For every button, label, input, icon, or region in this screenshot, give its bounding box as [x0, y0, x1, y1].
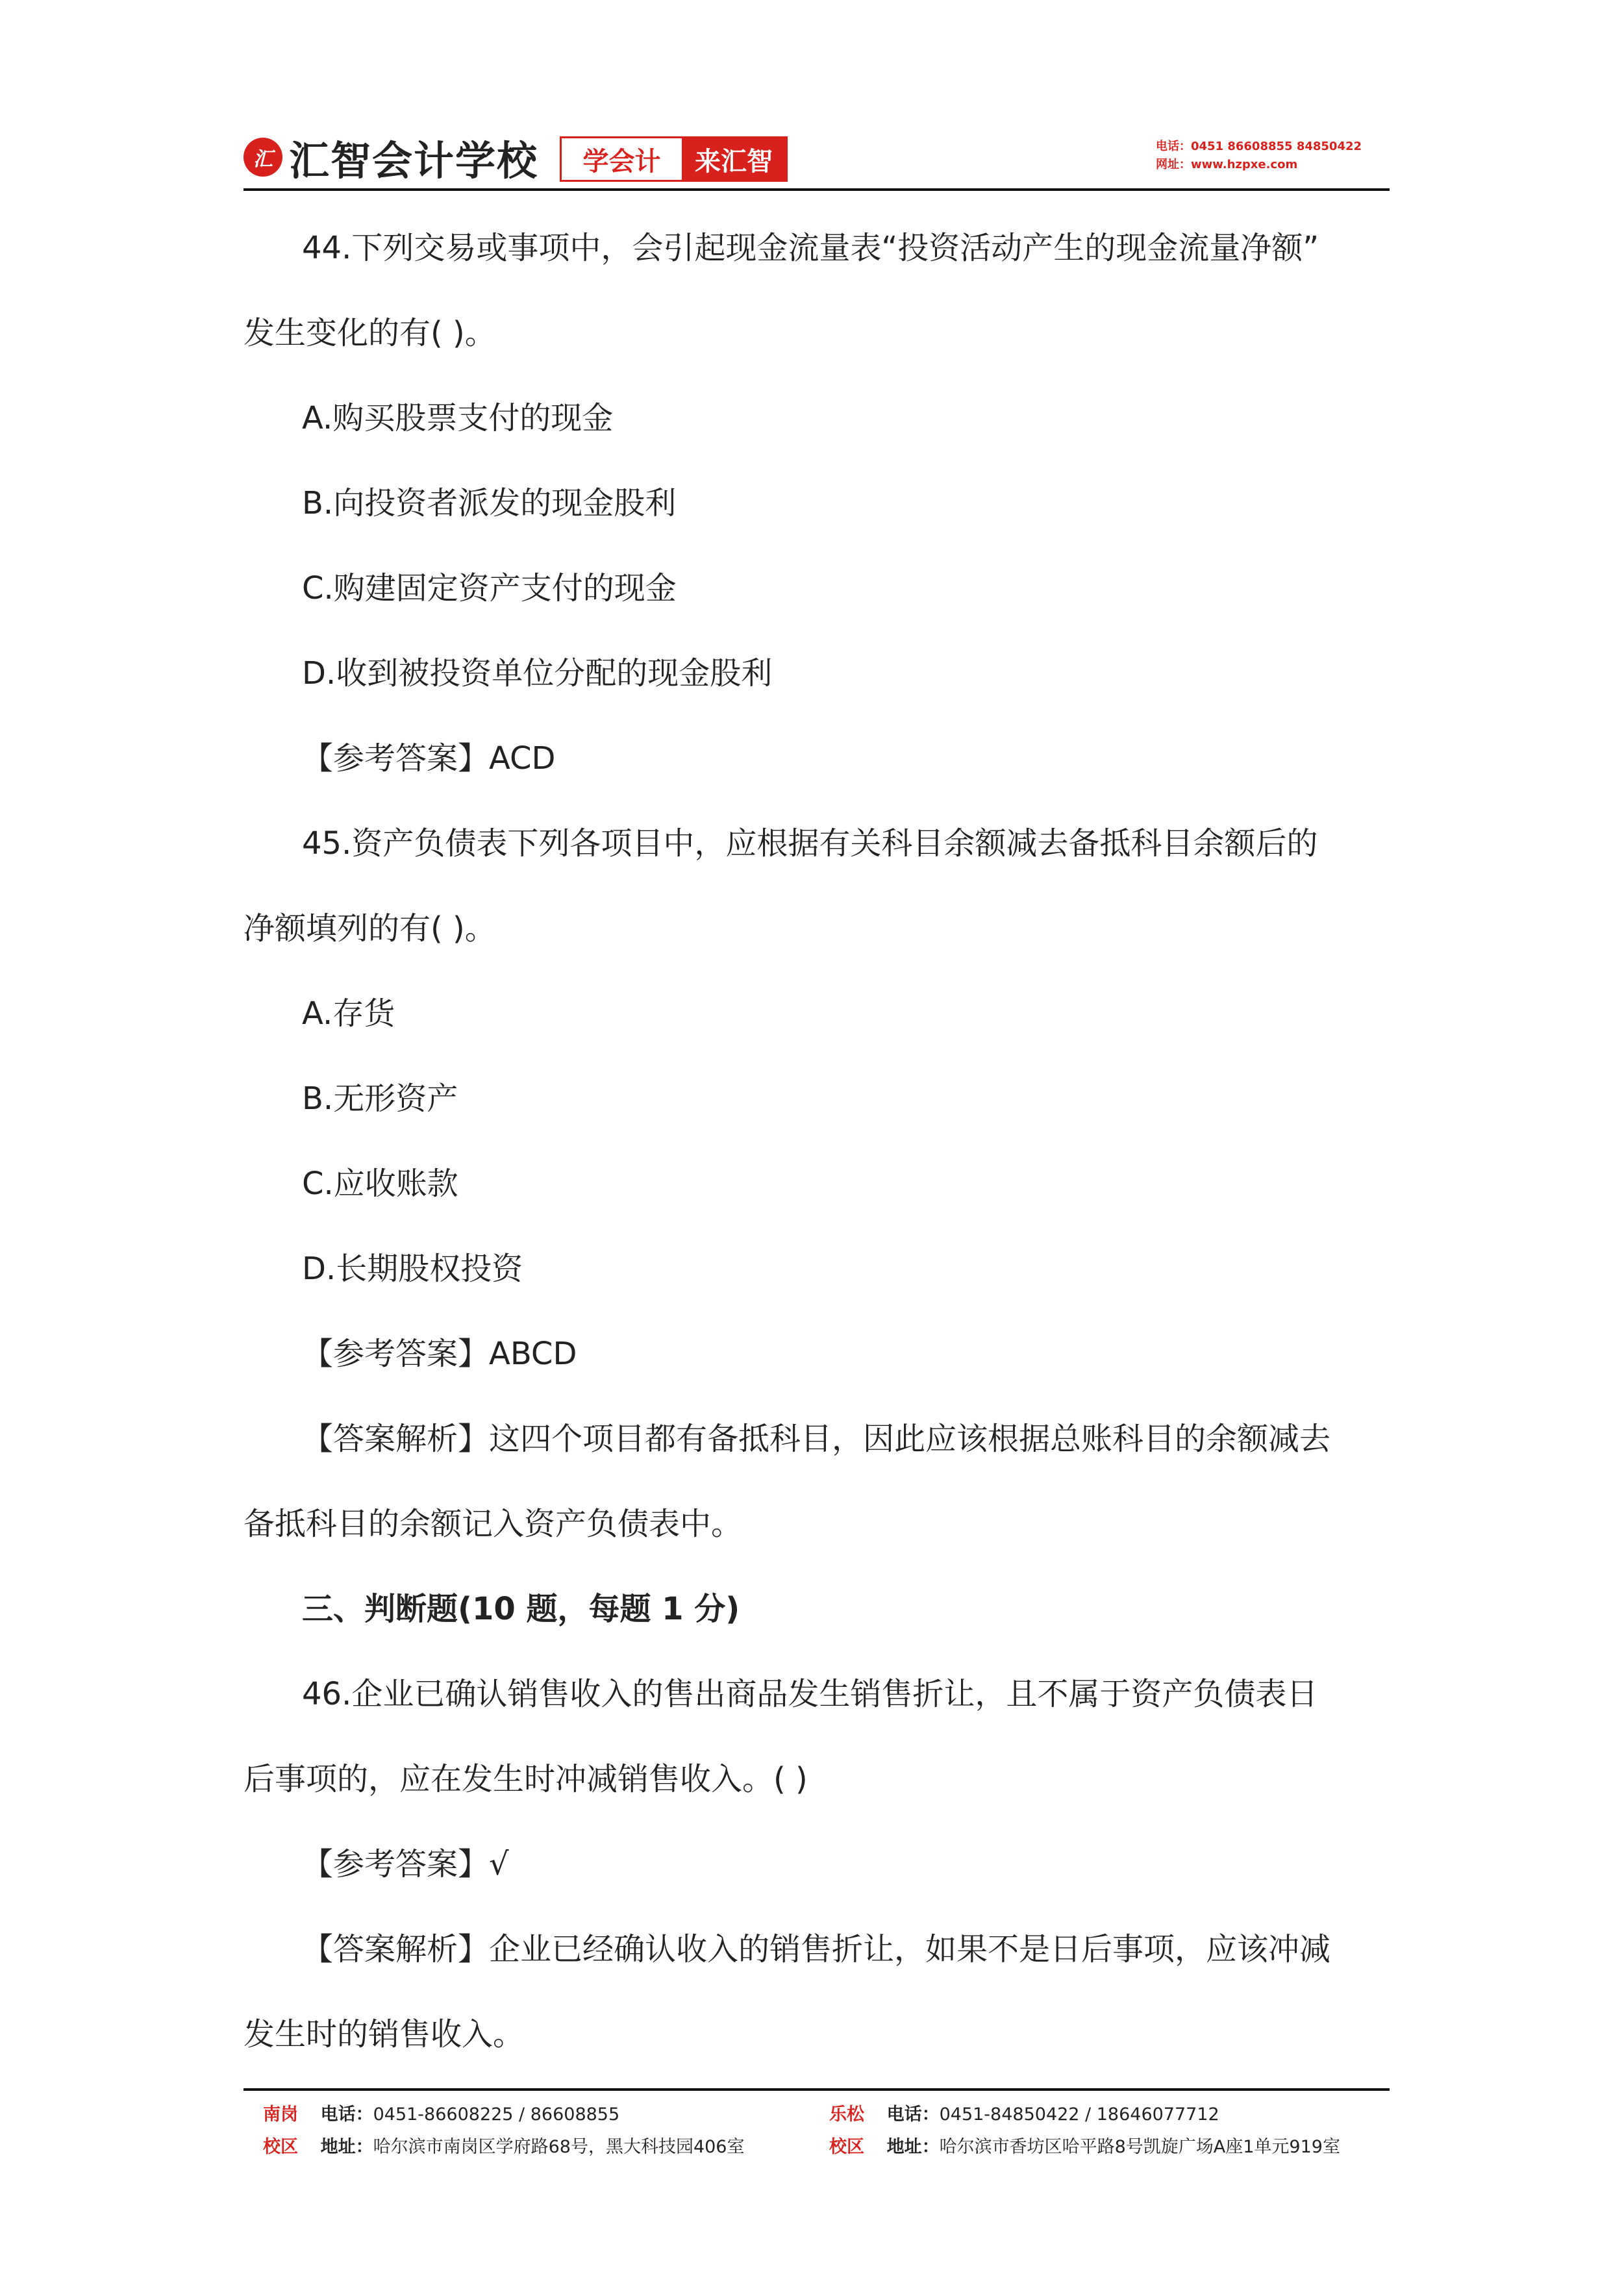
footer-right-campus	[829, 2099, 1340, 2164]
q45-option-d: D.长期股权投资	[302, 1251, 523, 1287]
slogan-left: 学会计	[562, 138, 682, 180]
q46-explanation-line2: 发生时的销售收入。	[244, 2016, 525, 2053]
header-divider	[244, 188, 1390, 191]
footer-left-phone: 0451-86608225 / 86608855	[373, 2104, 620, 2125]
slogan-right: 来汇智	[682, 138, 786, 180]
q45-stem-line2: 净额填列的有( )。	[244, 910, 496, 947]
header-website: 网址：www.hzpxe.com	[1156, 158, 1298, 171]
q44-answer: 【参考答案】ACD	[302, 740, 556, 777]
q44-option-a: A.购买股票支付的现金	[302, 400, 614, 436]
footer-right-campus-name-2: 校区	[829, 2137, 864, 2157]
footer-right-phone: 0451-84850422 / 18646077712	[939, 2104, 1219, 2125]
q44-stem-line1: 44.下列交易或事项中，会引起现金流量表“投资活动产生的现金流量净额”	[302, 230, 1319, 266]
q45-option-a: A.存货	[302, 995, 395, 1032]
q45-stem-line1: 45.资产负债表下列各项目中，应根据有关科目余额减去备抵科目余额后的	[302, 825, 1318, 862]
footer-left-campus-name-1: 南岗	[263, 2104, 298, 2125]
q44-stem-line2: 发生变化的有( )。	[244, 315, 496, 351]
q45-explanation-line2: 备抵科目的余额记入资产负债表中。	[244, 1506, 743, 1542]
q46-answer: 【参考答案】√	[302, 1846, 509, 1882]
footer-left-phone-label: 电话：	[320, 2104, 373, 2125]
footer-right-campus-name-1: 乐松	[829, 2104, 864, 2125]
footer-right-address-label: 地址：	[886, 2137, 940, 2157]
q44-option-c: C.购建固定资产支付的现金	[302, 570, 677, 606]
q46-stem-line1: 46.企业已确认销售收入的售出商品发生销售折让，且不属于资产负债表日	[302, 1676, 1318, 1712]
footer-right-phone-label: 电话：	[886, 2104, 940, 2125]
section-title: 三、判断题(10 题，每题 1 分)	[302, 1591, 740, 1627]
school-logo	[244, 131, 538, 183]
footer-left-address-label: 地址：	[320, 2137, 373, 2157]
page-header	[244, 125, 1390, 190]
q45-option-b: B.无形资产	[302, 1080, 458, 1117]
q44-option-b: B.向投资者派发的现金股利	[302, 485, 677, 521]
q45-answer: 【参考答案】ABCD	[302, 1336, 577, 1372]
q46-stem-line2: 后事项的，应在发生时冲减销售收入。( )	[244, 1761, 808, 1797]
logo-icon: 汇	[244, 138, 282, 177]
q46-explanation-line1: 【答案解析】企业已经确认收入的销售折让，如果不是日后事项，应该冲减	[302, 1931, 1331, 1967]
q45-explanation-line1: 【答案解析】这四个项目都有备抵科目，因此应该根据总账科目的余额减去	[302, 1421, 1331, 1457]
footer-left-address: 哈尔滨市南岗区学府路68号，黑大科技园406室	[373, 2137, 745, 2157]
slogan-banner	[560, 136, 788, 182]
footer-divider	[244, 2088, 1390, 2091]
header-phone: 电话：0451 86608855 84850422	[1156, 140, 1362, 153]
header-contact	[1156, 138, 1362, 174]
footer-right-address: 哈尔滨市香坊区哈平路8号凯旋广场A座1单元919室	[939, 2137, 1340, 2157]
footer-left-campus-name-2: 校区	[263, 2137, 298, 2157]
logo-text: 汇智会计学校	[289, 136, 539, 184]
q44-option-d: D.收到被投资单位分配的现金股利	[302, 655, 773, 692]
q45-option-c: C.应收账款	[302, 1166, 458, 1202]
footer-left-campus	[263, 2099, 744, 2164]
